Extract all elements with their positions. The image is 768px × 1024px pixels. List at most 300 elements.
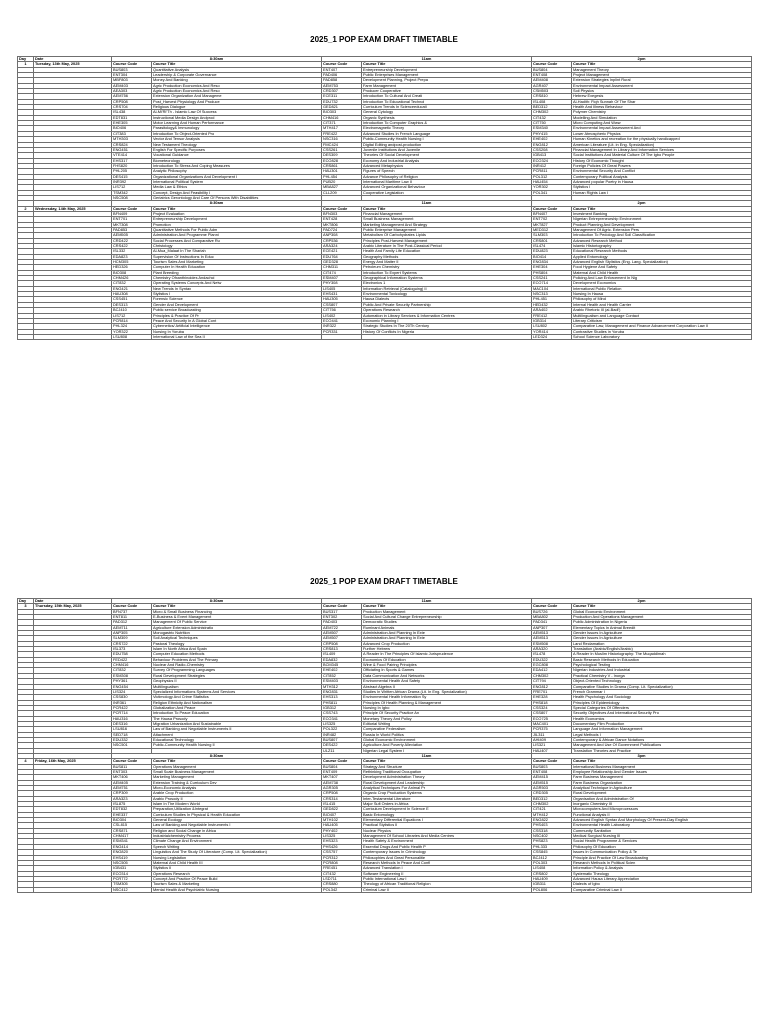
course-code-cell: ENG451: [112, 147, 152, 152]
course-title-cell: Operations Research: [362, 308, 532, 313]
course-code-cell: HED326: [112, 265, 152, 270]
course-code-cell: BCJ412: [532, 855, 572, 860]
course-title-cell: Economics Of Education: [362, 657, 532, 662]
course-title-cell: Advanced Organizational Behaviour: [362, 185, 532, 190]
course-code-cell: CIT832: [112, 281, 152, 286]
course-code-cell: CRP536: [322, 238, 362, 243]
course-code-cell: ANP307: [532, 625, 572, 630]
course-code-cell: BIO303: [322, 110, 362, 115]
course-title-cell: Media Law & Ethics: [152, 185, 322, 190]
course-code-cell: CIT474: [322, 270, 362, 275]
course-code-cell: EHE402: [532, 137, 572, 142]
course-title-cell: Christology: [152, 244, 322, 249]
course-title-cell: Internal Health and Health Carrier: [572, 302, 752, 307]
course-title-cell: Contrastive Studies in Yoruba: [572, 329, 752, 334]
course-code-cell: BCJ410: [112, 308, 152, 313]
course-title-cell: Migration Urbanization And Sustainable: [152, 721, 322, 726]
course-title-cell: Major Sufi Orders in Africa: [362, 802, 532, 807]
course-title-cell: Marketing Management And Strategy: [362, 222, 532, 227]
course-title-cell: International Law of the Sea II: [152, 334, 322, 339]
course-code-cell: MKT308: [112, 222, 152, 227]
course-code-cell: ENT407: [322, 67, 362, 72]
course-title-cell: Small Scale Business Management: [152, 770, 322, 775]
course-code-cell: BIO304: [112, 818, 152, 823]
course-title-cell: Further Hebrew: [362, 647, 532, 652]
course-code-cell: CIT852: [322, 673, 362, 678]
course-code-cell: CRD305: [532, 791, 572, 796]
course-title-cell: Environmental Security And Conflict: [572, 169, 752, 174]
course-code-cell: INR322: [322, 324, 362, 329]
course-title-cell: Quantitative Methods For Public Adm: [152, 228, 322, 233]
course-code-cell: LSU808: [112, 334, 152, 339]
table-row: [18, 652, 752, 657]
course-title-cell: Nigerian Industries And Industrial: [572, 668, 752, 673]
course-title-cell: General Cytology: [362, 110, 532, 115]
course-title-cell: Post_Harvest Physiology And Produce: [152, 99, 322, 104]
course-code-cell: CRD422: [112, 238, 152, 243]
course-code-cell: CSS845: [532, 850, 572, 855]
course-title-cell: Social And Cultural Change Entrepreneurship: [362, 615, 532, 620]
course-code-cell: FHS820: [112, 163, 152, 168]
course-title-cell: Advance Philosophy of Religion: [362, 174, 532, 179]
course-code-cell: PHS818: [532, 700, 572, 705]
course-code-cell: DES415: [112, 174, 152, 179]
course-code-cell: CRP309: [112, 791, 152, 796]
course-title-cell: Instructional Media Design Andprod: [152, 115, 322, 120]
course-code-cell: ENG834: [532, 260, 572, 265]
course-title-cell: Systematic Theology: [572, 871, 752, 876]
course-title-cell: Project Evaluation: [152, 211, 322, 216]
course-code-cell: ENG812: [532, 142, 572, 147]
course-code-cell: EHS323: [322, 839, 362, 844]
course-code-cell: INR361: [112, 700, 152, 705]
date-column-header: Date: [34, 599, 112, 604]
course-code-cell: EDU764: [322, 254, 362, 259]
course-code-cell: ESM340: [532, 126, 572, 131]
time-slot-0: 8:30am: [112, 599, 322, 604]
course-title-cell: Juvenile Institutions And Juvenile: [362, 147, 532, 152]
course-code-cell: ENT701: [112, 217, 152, 222]
course-title-cell: Principle Of Security Practice An: [362, 711, 532, 716]
course-title-cell: Philosophy Of Education: [572, 844, 752, 849]
course-code-cell: ARA320: [532, 647, 572, 652]
course-code-cell: MTH102: [322, 818, 362, 823]
table-row: [18, 684, 752, 689]
course-title-cell: Social Health Programme & Services: [572, 839, 752, 844]
table-row: [18, 737, 752, 742]
course-title-cell: Parasitology& Immunology: [152, 126, 322, 131]
course-code-cell: CRS422: [112, 244, 152, 249]
course-title-cell: Agric Production Economics And Reso: [152, 83, 322, 88]
time-slot-2: 3pm: [532, 753, 752, 758]
course-title-cell: Introduction To Expert Systems: [362, 270, 532, 275]
course-title-cell: Health Safety & Environment: [362, 839, 532, 844]
course-title-cell: Advanced popular Poetry in Hausa: [572, 179, 752, 184]
course-code-cell: CRP508: [322, 791, 362, 796]
course-title-cell: Social Institutions And Material Culture Of The Igbo People: [572, 153, 752, 158]
course-code-cell: MED312: [532, 228, 572, 233]
course-code-cell: LSU802: [532, 324, 572, 329]
course-title-cell: Analytic Philosophy: [152, 169, 322, 174]
course-title-cell: Nuclear And Radio-Chemistry: [152, 663, 322, 668]
date-cell: [34, 887, 112, 892]
course-code-cell: ENG820: [112, 850, 152, 855]
course-code-cell: ENT303: [112, 770, 152, 775]
course-code-cell: MAC104: [532, 286, 572, 291]
course-title-cell: The Hausa Prosody: [152, 716, 322, 721]
course-title-cell: Computer In Health Education: [152, 265, 322, 270]
course-title-cell: Administration And Programme Planni: [152, 233, 322, 238]
course-title-cell: Practical Chemistry V - Inorga: [572, 673, 752, 678]
course-code-header: Course Code: [112, 62, 152, 67]
course-title-cell: Leadership & Corporate Governance: [152, 73, 322, 78]
course-code-cell: CHM302: [532, 673, 572, 678]
course-title-cell: Law of Banking and Negotiable Instruments I: [152, 823, 322, 828]
course-title-cell: Advanced Metaphysics: [362, 163, 532, 168]
course-title-cell: Rural Development And Leadership: [362, 780, 532, 785]
course-title-cell: Nursing Legislation: [152, 855, 322, 860]
course-title-cell: Digital Editing andpost-production: [362, 142, 532, 147]
course-code-cell: NSC505: [112, 860, 152, 865]
course-code-cell: PAD858: [322, 78, 362, 83]
course-title-header: Course Title: [362, 62, 532, 67]
course-title-cell: Organic Crop Production Systems: [362, 791, 532, 796]
course-title-cell: Studies In Written African Drama (Lit. In Eng. Specialization): [362, 689, 532, 694]
course-code-cell: IGB431: [112, 866, 152, 871]
course-code-cell: LIS408: [532, 866, 572, 871]
table-row: [18, 142, 752, 147]
course-title-cell: Farm Business Organization: [572, 780, 752, 785]
course-code-cell: ECO828: [322, 158, 362, 163]
course-code-cell: ISL438: [112, 110, 152, 115]
course-code-cell: ANP305: [112, 631, 152, 636]
course-code-cell: YOR322: [112, 329, 152, 334]
course-title-cell: Religion and Social Change in Africa: [152, 828, 322, 833]
course-title-cell: Advanced Translation I: [362, 866, 532, 871]
course-code-cell: ENT702: [532, 217, 572, 222]
course-code-cell: ISL373: [112, 647, 152, 652]
course-code-cell: CRS813: [322, 647, 362, 652]
course-title-cell: Entrepreneurship Development: [362, 67, 532, 72]
course-title-cell: Speech Writing: [152, 844, 322, 849]
course-code-cell: ENT408: [532, 770, 572, 775]
course-title-cell: Introduction To Cultural And Creati: [362, 94, 532, 99]
course-code-cell: INR482: [322, 732, 362, 737]
course-title-cell: Stylistics I: [572, 185, 752, 190]
course-code-cell: ARA323: [112, 796, 152, 801]
course-code-cell: CIT371: [322, 121, 362, 126]
course-code-cell: ESM508: [532, 641, 572, 646]
course-title-cell: Supervision Of Instructions In Educ: [152, 254, 322, 259]
course-title-cell: Gender Issues In Agriculture: [572, 631, 752, 636]
course-code-cell: MKT806: [322, 222, 362, 227]
course-title-cell: Development Planning, Project Prepa: [362, 78, 532, 83]
course-code-cell: PCR375: [532, 727, 572, 732]
course-code-cell: CIT432: [322, 871, 362, 876]
course-code-cell: BFN409: [112, 211, 152, 216]
course-code-cell: PCR814: [112, 318, 152, 323]
course-title-cell: Climate Change And Environment: [152, 839, 322, 844]
course-title-cell: Strategy And Structure: [362, 764, 532, 769]
course-code-cell: CIT421: [532, 807, 572, 812]
course-code-cell: BUS726: [532, 609, 572, 614]
course-title-cell: Comparative Criminal Law II: [572, 887, 752, 892]
course-title-cell: Nigerian Entrepreneurship Environment: [572, 217, 752, 222]
day-number: 4: [18, 759, 34, 764]
course-title-cell: Concept, Design And Feasibility I: [152, 190, 322, 195]
course-code-cell: CSS830: [112, 695, 152, 700]
course-code-cell: IGB413: [532, 153, 572, 158]
course-code-cell: CSS241: [532, 276, 572, 281]
course-title-cell: Object-Oriented Technology: [572, 679, 752, 684]
course-code-header: Course Code: [322, 206, 362, 211]
course-title-cell: Land Reclamation: [572, 641, 752, 646]
course-title-cell: Specialized Informations Systems And Services: [152, 689, 322, 694]
course-code-cell: ECO714: [532, 281, 572, 286]
course-code-cell: ARA324: [322, 244, 362, 249]
course-code-cell: CIT832: [112, 668, 152, 673]
course-code-cell: CRS810: [532, 94, 572, 99]
course-code-cell: CRS824: [112, 142, 152, 147]
course-title-header: Course Title: [152, 759, 322, 764]
course-title-cell: Documentary Film Production: [572, 721, 752, 726]
course-code-cell: ISL875: [112, 802, 152, 807]
course-title-header: Course Title: [152, 206, 322, 211]
course-code-cell: PHL451: [532, 297, 572, 302]
course-title-cell: Farm Business Management: [572, 775, 752, 780]
course-title-cell: Organic Synthesis: [362, 115, 532, 120]
course-title-cell: Petroleum Chemistry: [362, 265, 532, 270]
course-code-cell: EDU758: [112, 652, 152, 657]
course-code-cell: AEM722: [322, 625, 362, 630]
date-column-header: Date: [34, 57, 112, 62]
course-code-cell: PHL454: [322, 174, 362, 179]
course-code-header: Course Code: [532, 759, 572, 764]
course-title-cell: New Testament Theology: [152, 142, 322, 147]
course-code-cell: LIS712: [112, 313, 152, 318]
course-title-cell: Environmental Health Laboratory: [572, 823, 752, 828]
course-title-cell: Globalization And Peace: [152, 705, 322, 710]
course-code-cell: PAD406: [322, 73, 362, 78]
course-code-cell: BUS317: [322, 609, 362, 614]
course-title-cell: Advanced Crop Production: [362, 641, 532, 646]
course-code-cell: CSM503: [532, 89, 572, 94]
course-title-cell: Marketing Management: [152, 775, 322, 780]
course-title-cell: Industrialchemistry Process: [152, 834, 322, 839]
course-title-cell: Monetary Theory And Policy: [362, 716, 532, 721]
course-code-cell: POL303: [532, 860, 572, 865]
course-code-cell: LSD711: [322, 876, 362, 881]
time-slot-1: 11am: [322, 57, 532, 62]
course-code-cell: POL806: [532, 887, 572, 892]
course-code-cell: PHS811: [322, 700, 362, 705]
time-slot-1: 11am: [322, 201, 532, 206]
course-title-cell: Stylistics I: [152, 292, 322, 297]
course-code-cell: MAC401: [532, 721, 572, 726]
course-code-cell: IGB312: [322, 705, 362, 710]
course-code-cell: EHE304: [532, 265, 572, 270]
course-code-cell: CSS743: [322, 711, 362, 716]
course-code-cell: INR392: [112, 179, 152, 184]
course-code-header: Course Code: [532, 604, 572, 609]
course-title-cell: Psychological Testing: [572, 663, 752, 668]
course-code-cell: BED312: [532, 796, 572, 801]
course-title-cell: Production And Operations Management: [572, 615, 752, 620]
course-code-cell: LIS402: [322, 313, 362, 318]
course-title-cell: History Of Conflicts In Nigeria: [362, 329, 532, 334]
course-title-cell: Micro Computing And Www: [572, 121, 752, 126]
course-code-cell: ENT811: [112, 615, 152, 620]
course-title-cell: Issues In Communication Policy & Te: [572, 850, 752, 855]
course-title-cell: Forensic Science: [152, 297, 322, 302]
course-title-cell: Advanced English Stylistics (Eng. Lang. Specialization): [572, 260, 752, 265]
course-code-cell: MKT407: [322, 775, 362, 780]
course-title-cell: Health Economics: [572, 716, 752, 721]
course-title-cell: Introduction To Computer Graphics &: [362, 121, 532, 126]
course-code-cell: CHM426: [112, 276, 152, 281]
course-title-cell: Dialects of Igbo: [572, 882, 752, 887]
course-title-cell: General Ecology: [152, 818, 322, 823]
timetable-page-2: [17, 598, 752, 893]
course-title-header: Course Title: [572, 206, 752, 211]
course-title-cell: Comparative Federalism: [362, 727, 532, 732]
course-title-cell: Project Management: [572, 73, 752, 78]
course-code-cell: BIO406: [112, 126, 152, 131]
course-code-cell: HAU305: [322, 297, 362, 302]
course-code-cell: CIT750: [532, 121, 572, 126]
course-title-cell: Public-Community Health Nursing I: [362, 137, 532, 142]
course-title-cell: Management And Use Of Government Publications: [572, 743, 752, 748]
course-title-cell: Tourism Sales And Marketing: [152, 260, 322, 265]
course-code-cell: CRS801: [532, 238, 572, 243]
course-title-cell: Al-Mi'RI'Th - Islamic Law Of Success: [152, 110, 322, 115]
course-code-cell: PCR714: [112, 711, 152, 716]
course-title-cell: Vector And Tensor Analysis: [152, 137, 322, 142]
course-code-cell: HAU407: [532, 748, 572, 753]
course-title-cell: Language And Information Management: [572, 727, 752, 732]
course-code-cell: CIT794: [532, 679, 572, 684]
course-code-cell: EHS431: [322, 292, 362, 297]
course-code-cell: MTH412: [532, 812, 572, 817]
course-title-cell: Principles & Practice Of Pr: [152, 313, 322, 318]
course-title-cell: Entrepreneurship Development: [152, 217, 322, 222]
course-title-cell: E-Business & Event Management: [152, 615, 322, 620]
course-code-cell: ENT409: [322, 770, 362, 775]
course-code-cell: CRP508: [112, 99, 152, 104]
course-title-cell: Inorganic Chemistry III: [572, 802, 752, 807]
course-code-cell: [322, 334, 362, 339]
course-title-cell: Information Retrieval (Cataloguing) II: [362, 286, 532, 291]
course-code-cell: PHS426: [322, 844, 362, 849]
course-code-cell: PHY415: [532, 131, 572, 136]
course-code-cell: CRP508: [322, 641, 362, 646]
course-code-cell: ECE311: [322, 94, 362, 99]
course-title-cell: Functional Analysis II: [572, 812, 752, 817]
course-title-cell: Educational Technology: [152, 737, 322, 742]
course-code-cell: CSS261: [322, 147, 362, 152]
course-title-cell: Organisation And Administration Of: [572, 796, 752, 801]
course-code-cell: ESM407: [322, 276, 362, 281]
course-code-header: Course Code: [322, 759, 362, 764]
course-title-cell: Extension Training & Curriculum Dev: [152, 780, 322, 785]
course-code-cell: LIS324: [112, 689, 152, 694]
course-code-cell: ECO725: [532, 716, 572, 721]
course-code-cell: SLM309: [112, 636, 152, 641]
course-title-cell: Micro-Economic Analysis: [152, 786, 322, 791]
course-code-cell: CHM302: [532, 802, 572, 807]
course-title-header: Course Title: [362, 206, 532, 211]
course-code-cell: PCR422: [112, 705, 152, 710]
course-code-cell: BFN303: [322, 211, 362, 216]
course-title-cell: Principle And Practice Of Law Broadcasting: [572, 855, 752, 860]
course-title-cell: Information Policy & Analysis: [572, 866, 752, 871]
course-code-cell: LIS325: [322, 834, 362, 839]
course-title-cell: Soil Analytical Techniques: [152, 636, 322, 641]
course-code-cell: AEM507: [322, 636, 362, 641]
day-column-header: Day: [18, 57, 34, 62]
course-code-cell: EDU732: [322, 99, 362, 104]
course-code-cell: YOR414: [532, 329, 572, 334]
course-title-cell: Philosophies And Great Personalitie: [362, 855, 532, 860]
exam-date: Tuesday, 13th May, 2025: [34, 62, 112, 67]
course-title-cell: Arabic Literature In The Post-Classical Period: [362, 244, 532, 249]
course-code-cell: ISL409: [322, 652, 362, 657]
course-code-cell: HAU454: [532, 179, 572, 184]
course-code-cell: DES309: [322, 153, 362, 158]
course-title-cell: Electronics 1: [362, 281, 532, 286]
course-code-cell: CRS314: [322, 796, 362, 801]
course-code-cell: ENG812: [532, 684, 572, 689]
course-title-header: Course Title: [362, 759, 532, 764]
course-title-cell: A Reader In The Principles Of Islamic Jurisprudence: [362, 652, 532, 657]
course-title-cell: Philosophy of Mind: [572, 297, 752, 302]
course-code-cell: CSL815: [112, 823, 152, 828]
course-title-cell: Human Kinetics and recreation for the physically handicapped: [572, 137, 752, 142]
course-code-cell: DES316: [112, 721, 152, 726]
course-code-cell: EGC808: [532, 663, 572, 668]
course-code-cell: ENT302: [322, 615, 362, 620]
course-code-cell: ANP308: [322, 233, 362, 238]
course-title-cell: Introduction To Pedology And Soil Classification: [572, 233, 752, 238]
course-title-cell: Money And Banking: [152, 78, 322, 83]
table-row: [18, 137, 752, 142]
course-code-cell: IGB314: [532, 318, 572, 323]
course-title-cell: Production Management: [362, 609, 532, 614]
course-title-cell: Biometeorology: [152, 158, 322, 163]
course-title-cell: Theology of African Traditional Religion: [362, 882, 532, 887]
course-code-cell: BUS803: [112, 67, 152, 72]
course-code-cell: AEM515: [532, 780, 572, 785]
course-title-cell: History Of Economic Thought: [572, 158, 752, 163]
course-title-cell: Financial Management: [362, 211, 532, 216]
course-title-cell: Russia In World Politics: [362, 732, 532, 737]
timetable-page-1: [17, 56, 752, 340]
course-code-cell: PCR808: [322, 860, 362, 865]
course-code-cell: HCM305: [112, 260, 152, 265]
course-code-cell: AEM513: [532, 636, 572, 641]
course-code-cell: LED324: [532, 334, 572, 339]
course-code-cell: CSS807: [532, 711, 572, 716]
course-title-cell: Micro & Small Business Financing: [152, 609, 322, 614]
course-code-cell: ESM308: [112, 673, 152, 678]
course-title-cell: American Literature (Lit. in Eng. Specialization): [572, 142, 752, 147]
course-title-cell: Operations Research: [152, 871, 322, 876]
course-title-cell: Vocational Guidance: [152, 153, 322, 158]
course-code-cell: ISL478: [532, 652, 572, 657]
course-title-cell: Social Processes And Comparative Ru: [152, 238, 322, 243]
course-title-cell: Translation Theories and Practice: [572, 748, 752, 753]
course-code-cell: FRE701: [532, 689, 572, 694]
